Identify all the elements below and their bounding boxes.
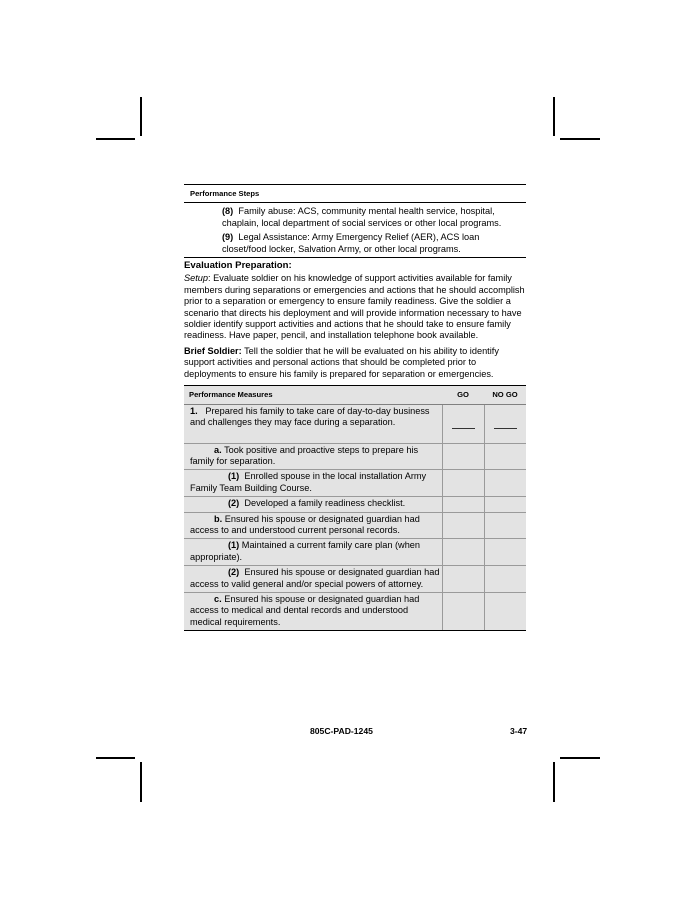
measure-cell: b. Ensured his spouse or designated guardian had access to and understood current personal records. bbox=[184, 512, 442, 539]
performance-steps-header: Performance Steps bbox=[184, 184, 526, 203]
brief-soldier-paragraph bbox=[184, 346, 526, 380]
performance-measures-header: Performance Measures bbox=[184, 386, 442, 404]
nogo-blank-line[interactable] bbox=[494, 428, 518, 429]
nogo-cell bbox=[484, 443, 526, 470]
table-row bbox=[184, 512, 526, 539]
table-row bbox=[184, 592, 526, 630]
table-row bbox=[184, 470, 526, 497]
brief-soldier-label: Brief Soldier: bbox=[184, 345, 242, 356]
measure-cell: (2) Developed a family readiness checklist. bbox=[184, 497, 442, 512]
setup-text: : Evaluate soldier on his knowledge of support activities available for family members during separations or emergencies and actions that he should accomplish prior to a separation or emergency to ensure family readiness. Give the soldier a scenario that directs his deployment and will provide information necessary to have soldier identify support activities and actions that he should take to ensure family readiness. Have paper, pencil, and installation telephone book available. bbox=[184, 273, 525, 341]
measure-cell: (1) Enrolled spouse in the local installation Army Family Team Building Course. bbox=[184, 470, 442, 497]
go-cell bbox=[442, 566, 484, 593]
table-row bbox=[184, 443, 526, 470]
crop-mark-bottom-right-v bbox=[553, 762, 555, 802]
measure-cell: a. Took positive and proactive steps to prepare his family for separation. bbox=[184, 443, 442, 470]
go-cell bbox=[442, 592, 484, 630]
table-row bbox=[184, 539, 526, 566]
measure-cell: (1) Maintained a current family care plan (when appropriate). bbox=[184, 539, 442, 566]
go-header: GO bbox=[442, 386, 484, 404]
crop-mark-bottom-right-h bbox=[560, 757, 600, 759]
setup-paragraph bbox=[184, 273, 526, 341]
nogo-cell bbox=[484, 512, 526, 539]
evaluation-preparation-title: Evaluation Preparation: bbox=[184, 260, 292, 272]
nogo-cell bbox=[484, 497, 526, 512]
crop-mark-top-left-h bbox=[96, 138, 135, 140]
crop-mark-bottom-left-h bbox=[96, 757, 135, 759]
nogo-cell bbox=[484, 404, 526, 443]
go-cell bbox=[442, 443, 484, 470]
crop-mark-bottom-left-v bbox=[140, 762, 142, 802]
go-cell bbox=[442, 539, 484, 566]
nogo-cell bbox=[484, 470, 526, 497]
go-cell bbox=[442, 497, 484, 512]
page-number: 3-47 bbox=[510, 726, 528, 736]
step-item: (8) Family abuse: ACS, community mental health service, hospital, chaplain, local department of social services or other local programs. bbox=[222, 206, 502, 228]
go-cell bbox=[442, 470, 484, 497]
table-row bbox=[184, 497, 526, 512]
crop-mark-top-right-v bbox=[553, 97, 555, 136]
brief-soldier-text: Tell the soldier that he will be evaluated on his ability to identify support activities and personal actions that should be completed prior to deployments to ensure his family is prepared for separation or emergencies. bbox=[184, 345, 499, 379]
go-cell bbox=[442, 404, 484, 443]
setup-label: Setup bbox=[184, 273, 209, 284]
go-cell bbox=[442, 512, 484, 539]
performance-steps-body bbox=[184, 203, 526, 258]
crop-mark-top-right-h bbox=[560, 138, 600, 140]
measure-cell: c. Ensured his spouse or designated guardian had access to medical and dental records and understood medical requirements. bbox=[184, 592, 442, 630]
table-row bbox=[184, 404, 526, 443]
document-code: 805C-PAD-1245 bbox=[310, 726, 373, 736]
measure-cell: 1. Prepared his family to take care of day-to-day business and challenges they may face during a separation. bbox=[184, 404, 442, 443]
performance-measures-table bbox=[184, 385, 526, 631]
table-row bbox=[184, 566, 526, 593]
nogo-header: NO GO bbox=[484, 386, 526, 404]
crop-mark-top-left-v bbox=[140, 97, 142, 136]
nogo-cell bbox=[484, 539, 526, 566]
page-content bbox=[184, 184, 526, 631]
step-item: (9) Legal Assistance: Army Emergency Relief (AER), ACS loan closet/food locker, Salvation Army, or other local programs. bbox=[222, 232, 480, 254]
nogo-cell bbox=[484, 566, 526, 593]
go-blank-line[interactable] bbox=[452, 428, 475, 429]
nogo-cell bbox=[484, 592, 526, 630]
measure-cell: (2) Ensured his spouse or designated guardian had access to valid general and/or special powers of attorney. bbox=[184, 566, 442, 593]
